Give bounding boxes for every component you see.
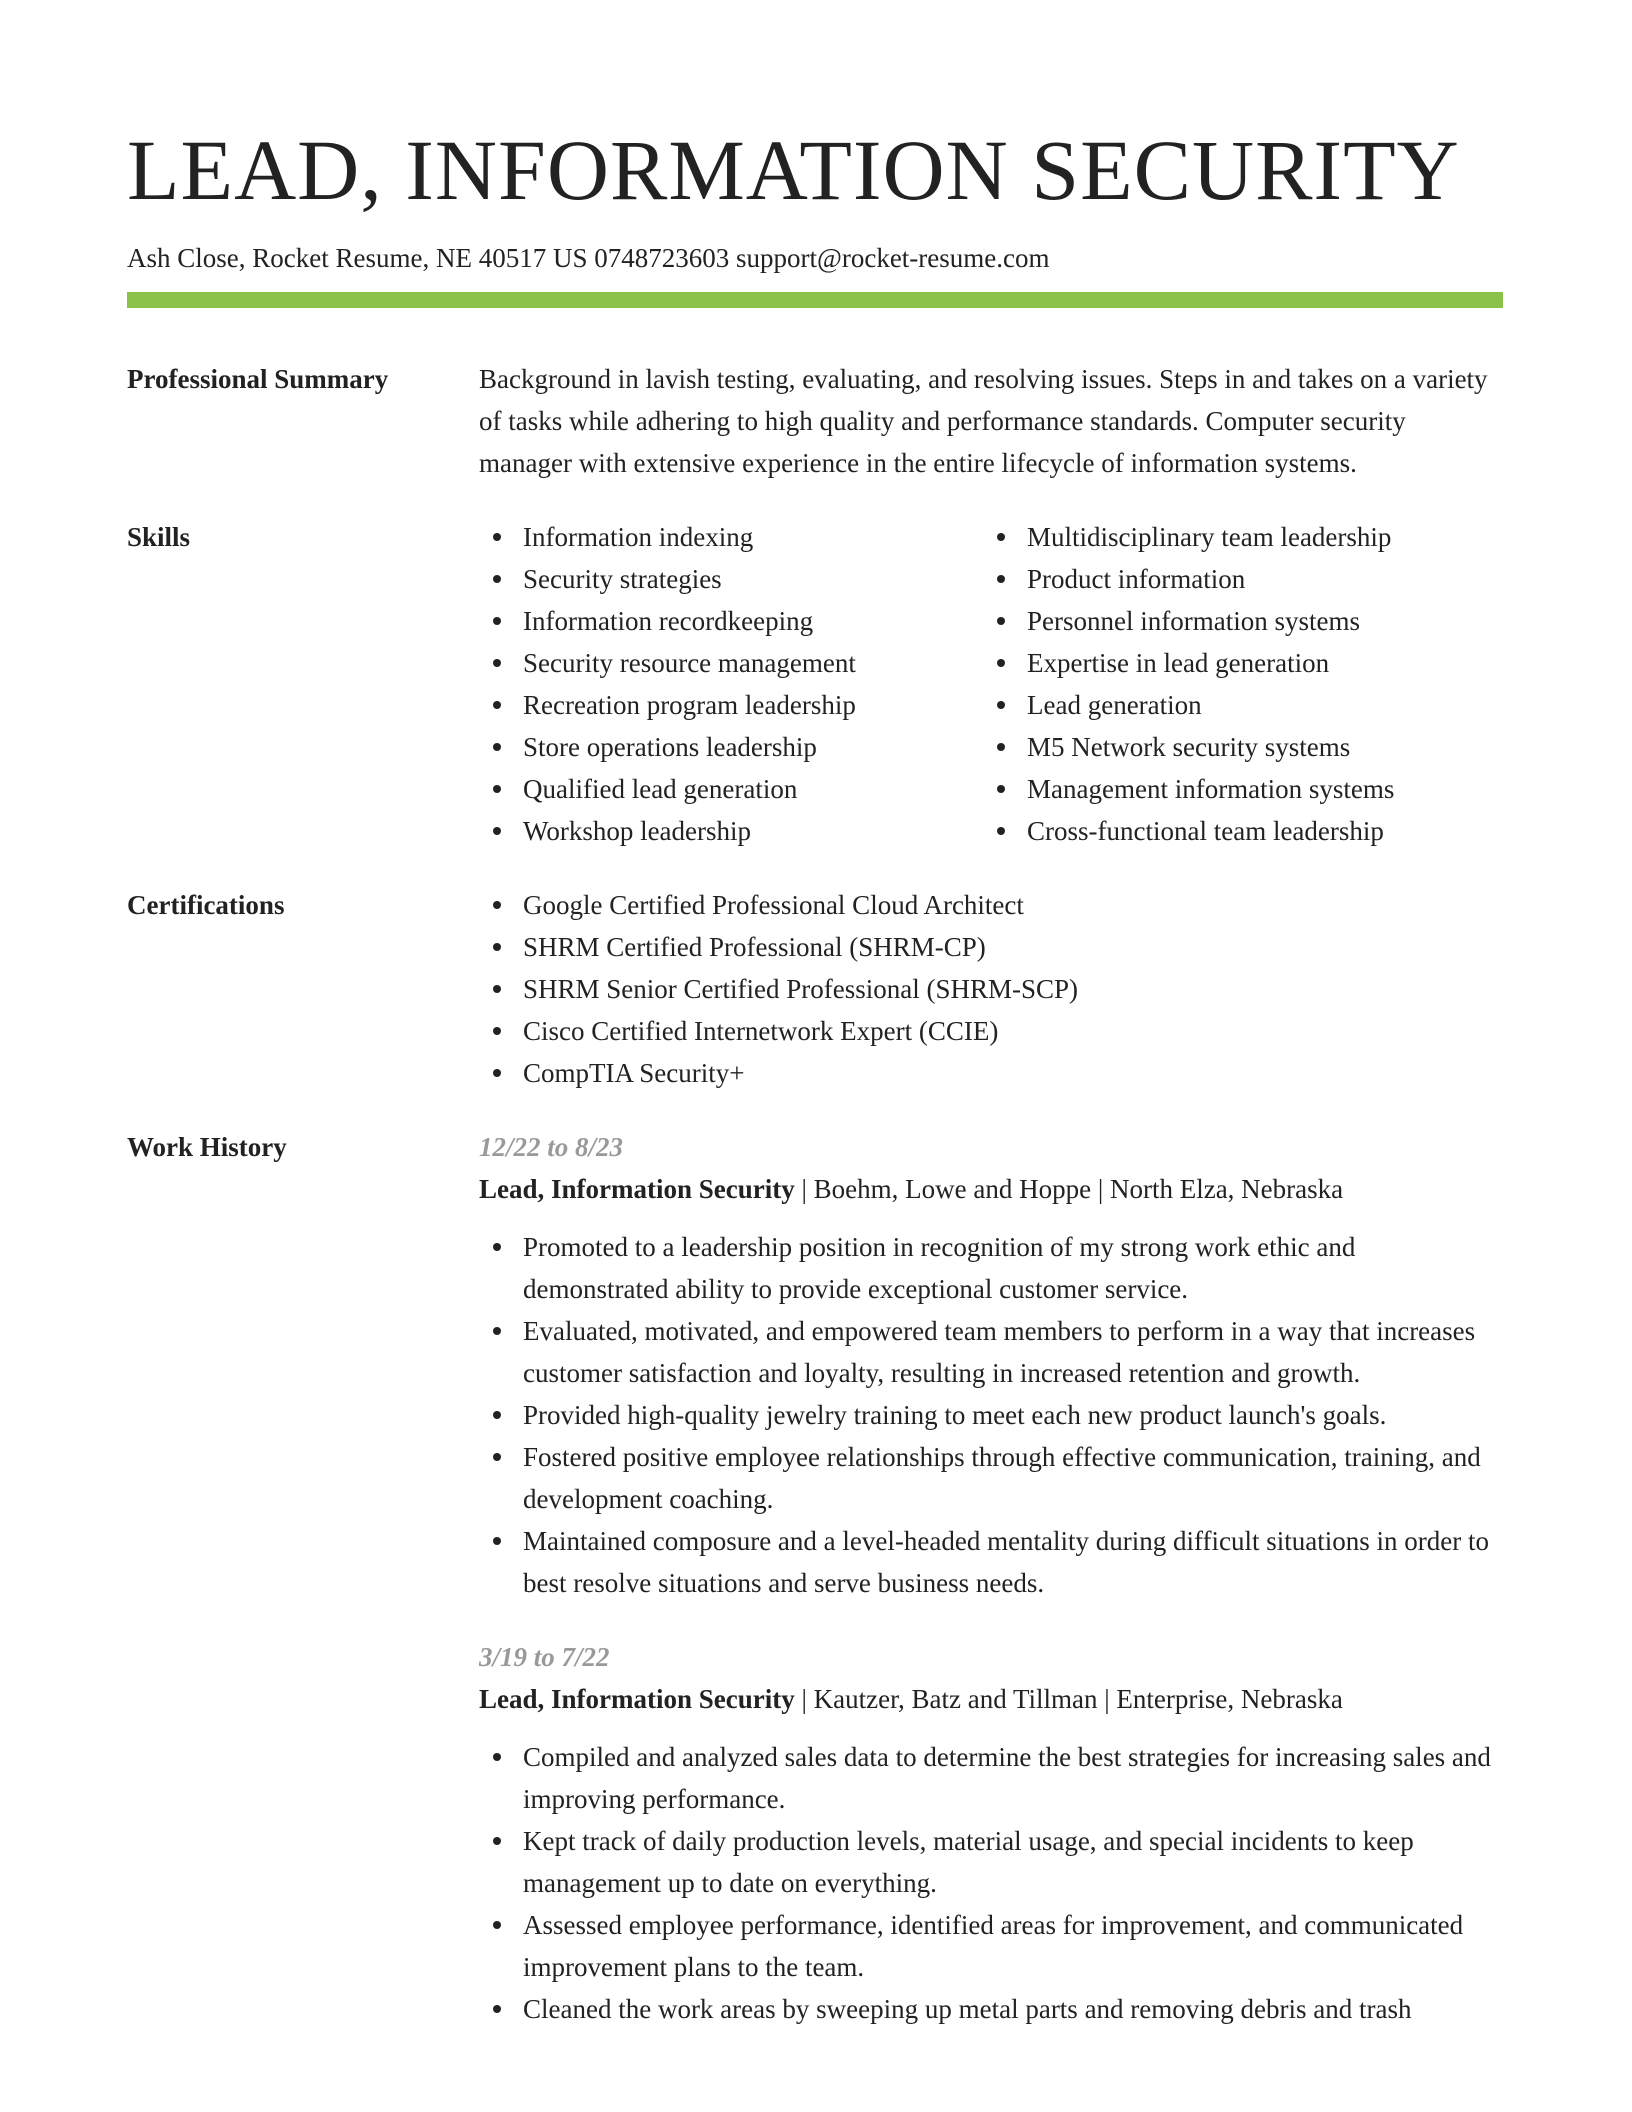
accent-divider bbox=[127, 292, 1503, 308]
job-heading bbox=[479, 1678, 1503, 1720]
job-bullet: Promoted to a leadership position in recognition of my strong work ethic and demonstrated ability to provide exceptional customer service. bbox=[479, 1226, 1503, 1310]
skill-item: Security resource management bbox=[479, 642, 983, 684]
certification-item: Google Certified Professional Cloud Architect bbox=[479, 884, 1503, 926]
skill-item: Information indexing bbox=[479, 516, 983, 558]
skill-item: Management information systems bbox=[983, 768, 1487, 810]
job-bullet: Maintained composure and a level-headed mentality during difficult situations in order to best resolve situations and serve business needs. bbox=[479, 1520, 1503, 1604]
job-entry bbox=[479, 1126, 1503, 1604]
job-bullets bbox=[479, 1226, 1503, 1604]
job-date: 12/22 to 8/23 bbox=[479, 1132, 624, 1162]
section-heading-certifications: Certifications bbox=[127, 890, 285, 920]
skills-column-2 bbox=[983, 516, 1487, 852]
skill-item: Lead generation bbox=[983, 684, 1487, 726]
skill-item: Workshop leadership bbox=[479, 810, 983, 852]
job-bullet: Fostered positive employee relationships through effective communication, training, and development coaching. bbox=[479, 1436, 1503, 1520]
skills-column-1 bbox=[479, 516, 983, 852]
skills-grid bbox=[479, 516, 1503, 852]
section-heading-skills: Skills bbox=[127, 522, 191, 552]
job-bullets bbox=[479, 1736, 1503, 2030]
job-bullet: Evaluated, motivated, and empowered team members to perform in a way that increases customer satisfaction and loyalty, resulting in increased retention and growth. bbox=[479, 1310, 1503, 1394]
summary-section bbox=[127, 358, 1503, 484]
skill-item: Cross-functional team leadership bbox=[983, 810, 1487, 852]
job-bullet: Assessed employee performance, identified areas for improvement, and communicated improvement plans to the team. bbox=[479, 1904, 1503, 1988]
job-date: 3/19 to 7/22 bbox=[479, 1642, 610, 1672]
certification-item: SHRM Senior Certified Professional (SHRM-SCP) bbox=[479, 968, 1503, 1010]
contact-line: Ash Close, Rocket Resume, NE 40517 US 0748723603 support@rocket-resume.com bbox=[127, 243, 1050, 273]
job-company-location: | Boehm, Lowe and Hoppe | North Elza, Nebraska bbox=[794, 1174, 1344, 1204]
skill-item: Security strategies bbox=[479, 558, 983, 600]
job-title: Lead, Information Security bbox=[479, 1174, 795, 1204]
certification-item: Cisco Certified Internetwork Expert (CCIE) bbox=[479, 1010, 1503, 1052]
skill-item: Qualified lead generation bbox=[479, 768, 983, 810]
resume-title: LEAD, INFORMATION SECURITY bbox=[127, 122, 1460, 218]
summary-text: Background in lavish testing, evaluating, and resolving issues. Steps in and takes on a variety of tasks while adhering to high quality and performance standards. Computer security manager with extensive experience in the entire lifecycle of information systems. bbox=[479, 364, 1488, 478]
resume-page bbox=[127, 118, 1503, 2030]
skill-item: M5 Network security systems bbox=[983, 726, 1487, 768]
skill-item: Personnel information systems bbox=[983, 600, 1487, 642]
job-company-location: | Kautzer, Batz and Tillman | Enterprise, Nebraska bbox=[794, 1684, 1343, 1714]
job-heading bbox=[479, 1168, 1503, 1210]
certifications-section bbox=[127, 884, 1503, 1094]
job-bullet: Provided high-quality jewelry training to meet each new product launch's goals. bbox=[479, 1394, 1503, 1436]
skill-item: Store operations leadership bbox=[479, 726, 983, 768]
skill-item: Expertise in lead generation bbox=[983, 642, 1487, 684]
certifications-list bbox=[479, 884, 1503, 1094]
job-bullet: Compiled and analyzed sales data to determine the best strategies for increasing sales and improving performance. bbox=[479, 1736, 1503, 1820]
job-bullet: Cleaned the work areas by sweeping up metal parts and removing debris and trash bbox=[479, 1988, 1503, 2030]
skills-section bbox=[127, 516, 1503, 852]
skill-item: Multidisciplinary team leadership bbox=[983, 516, 1487, 558]
section-heading-summary: Professional Summary bbox=[127, 364, 389, 394]
certification-item: CompTIA Security+ bbox=[479, 1052, 1503, 1094]
skill-item: Recreation program leadership bbox=[479, 684, 983, 726]
certification-item: SHRM Certified Professional (SHRM-CP) bbox=[479, 926, 1503, 968]
job-bullet: Kept track of daily production levels, material usage, and special incidents to keep management up to date on everything. bbox=[479, 1820, 1503, 1904]
section-heading-work-history: Work History bbox=[127, 1132, 287, 1162]
skill-item: Information recordkeeping bbox=[479, 600, 983, 642]
job-title: Lead, Information Security bbox=[479, 1684, 795, 1714]
work-history-section bbox=[127, 1126, 1503, 2030]
job-entry bbox=[479, 1636, 1503, 2030]
skill-item: Product information bbox=[983, 558, 1487, 600]
